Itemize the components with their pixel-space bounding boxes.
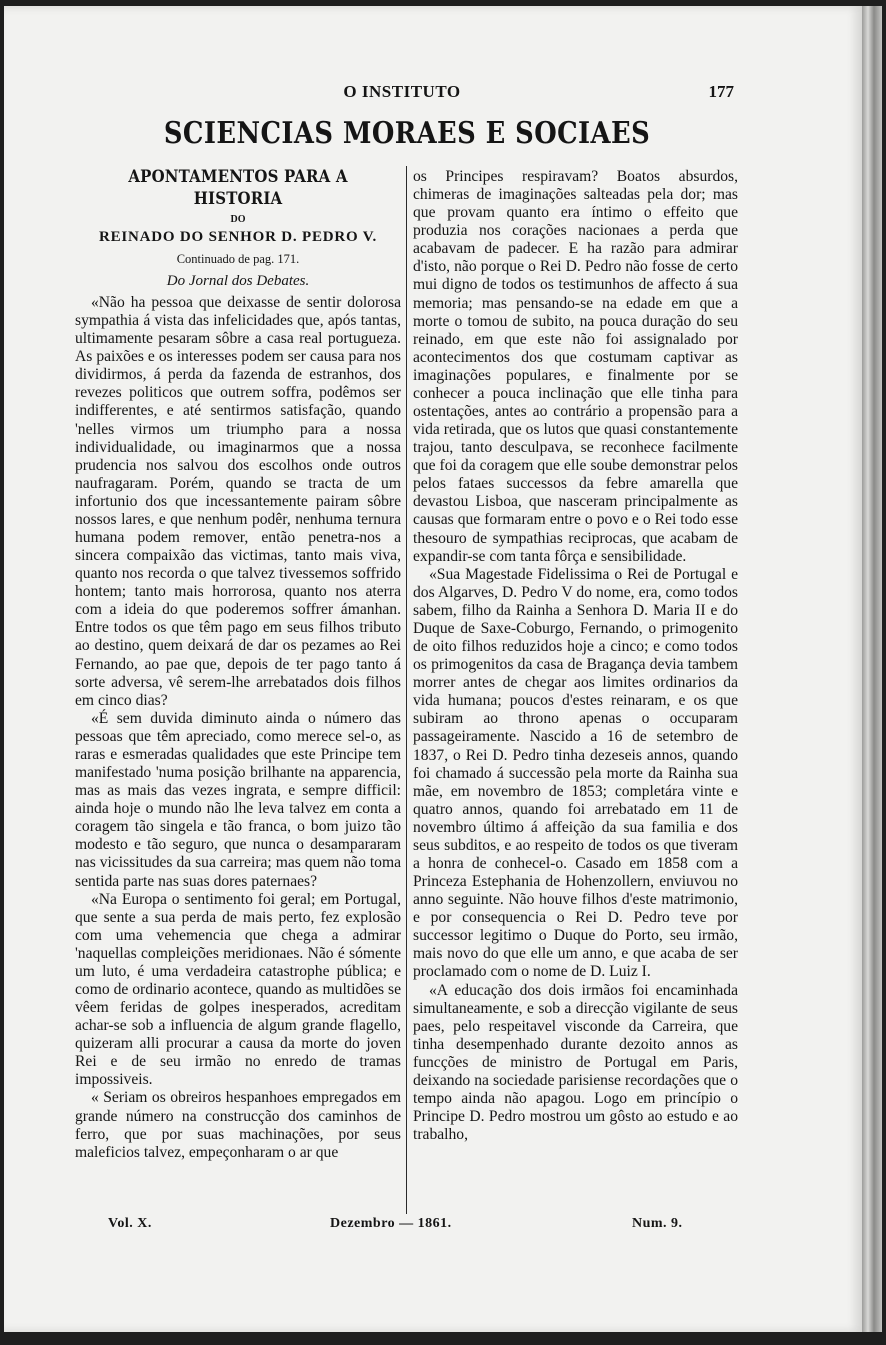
paragraph: «Sua Magestade Fidelissima o Rei de Portugal e dos Algarves, D. Pedro V do nome, era, como todos sabem, filho da Rainha a Senhora D. Maria II e do Duque de Saxe-Coburgo, Fernando, o primogenito de oito filhos reduzidos hoje a cinco; e como todos os primogenitos da casa de Bragança devia tambem morrer antes de chegar aos limites ordinarios da vida humana; poucos d'estes reinaram, e os que subiram ao throno apenas o occuparam passageiramente. Nascido a 16 de setembro de 1837, o Rei D. Pedro tinha dezeseis annos, quando foi chamado á successão pela morte da Rainha sua mãe, em novembro de 1853; completára vinte e quatro annos, quando foi arrebatado em 11 de novembro último á affeição da sua familia e dos seus subditos, e ao respeito de todos os que tiveram a honra de conhecel-o. Casado em 1858 com a Princeza Estephania de Hohenzollern, enviuvou no anno seguinte. Não houve filhos d'este matrimonio, e por consequencia o Rei D. Pedro teve por successor legitimo o Duque do Porto, seu irmão, mais novo do que elle um anno, e que acaba de ser proclamado com o nome de D. Luiz I. bbox=[413, 565, 738, 981]
paragraph: «É sem duvida diminuto ainda o número das pessoas que têm apreciado, como merece sel-o, as raras e esmeradas qualidades que este Principe tem manifestado 'numa posição brilhante na apparencia, mas as mais das vezes ingrata, e sempre difficil: ainda hoje o mundo não lhe leva talvez em conta a coragem tão singela e tão franca, o bom juizo tão modesto e tão seguro, que nunca o desampararam nas vicissitudes da sua carreira; mas quem não toma sentida parte nas suas dores paternaes? bbox=[75, 709, 401, 890]
volume-label: Vol. X. bbox=[108, 1216, 152, 1231]
page-number: 177 bbox=[708, 82, 734, 101]
issue-number: Num. 9. bbox=[632, 1216, 683, 1231]
issue-date: Dezembro — 1861. bbox=[330, 1216, 452, 1231]
running-header bbox=[4, 82, 862, 104]
paragraph: «Na Europa o sentimento foi geral; em Portugal, que sente a sua perda de mais perto, fez explosão com uma vehemencia que chega a admirar 'naquellas compleições meridionaes. Não é sómente um luto, é uma verdadeira catastrophe pública; e como de ordinario acontece, quando as multidões se vêem feridas de golpes inesperados, acreditam achar-se sob a influencia de algum grande flagello, quizeram alli procurar a causa da morte do joven Rei e de seu irmão no enredo de tramas impossiveis. bbox=[75, 890, 401, 1089]
book-page-edge bbox=[862, 6, 882, 1332]
continued-note: Continuado de pag. 171. bbox=[176, 252, 300, 266]
running-title: O INSTITUTO bbox=[343, 82, 461, 101]
article-subtitle: REINADO DO SENHOR D. PEDRO V. bbox=[98, 229, 378, 245]
page-footer bbox=[4, 1216, 862, 1236]
column-rule bbox=[406, 166, 407, 1214]
source-line: Do Jornal dos Debates. bbox=[166, 273, 310, 289]
section-title: SCIENCIAS MORAES E SOCIAES bbox=[163, 116, 651, 151]
paragraph: « Seriam os obreiros hespanhoes empregados em grande número na construcção dos caminhos de ferro, que por suas machinações, por seus maleficios talvez, empeçonharam o ar que bbox=[75, 1089, 401, 1161]
right-column bbox=[413, 168, 738, 1144]
article-title-connector: DO bbox=[230, 214, 246, 225]
left-column bbox=[75, 166, 401, 1162]
paragraph: «Não ha pessoa que deixasse de sentir dolorosa sympathia á vista das infelicidades que, após tantas, ultimamente pesaram sôbre a casa real portugueza. As paixões e os interesses podem ser causa para nos dividirmos, á perda da fazenda de estranhos, dos revezes politicos que outrem soffra, podêmos ser indifferentes, e até sentirmos satisfação, quando 'nelles virmos um triumpho para a nossa individualidade, ou imaginarmos que a nossa prudencia nos salvou dos escolhos onde outros naufragaram. Porém, quando se tracta de um infortunio dos que incessantemente pairam sôbre nossos lares, e que nenhum podêr, nenhuma ternura humana podem remover, então penetra-nos a sincera compaixão das victimas, tanto mais viva, quanto nos recorda o que talvez tivessemos soffrido hontem; tanto mais horrorosa, quanto nos aterra com a ideia do que poderemos soffrer ámanhan. Entre todos os que têm pago em seus filhos tributo ao destino, quem deixará de dar os pezames ao Rei Fernando, ao pae que, depois de ter pago tanto á sorte adversa, vê serem-lhe arrebatados dois filhos em cinco dias? bbox=[75, 294, 401, 709]
paragraph: «A educação dos dois irmãos foi encaminhada simultaneamente, e sob a direcção vigilante de seus paes, pelo respeitavel visconde da Carreira, que tinha desempenhado durante dezoito annos as funcções de ministro de Portugal em Paris, deixando na sociedade parisiense recordações que o tempo ainda não apagou. Logo em princípio o Principe D. Pedro mostrou um gôsto ao estudo e ao trabalho, bbox=[413, 981, 738, 1144]
paragraph: os Principes respiravam? Boatos absurdos, chimeras de imaginações salteadas pela dor; mas que provam quanto era íntimo o effeito que produzia nos corações nacionaes a perda que acabavam de padecer. E ha razão para admirar d'isto, não porque o Rei D. Pedro não fosse de certo mui digno de todos os testimunhos de affecto á sua memoria; mas pensando-se na edade em que a morte o tomou de subito, na pouca duração do seu reinado, em que este não foi assignalado por acontecimentos dos que costumam captivar as imaginações populares, e finalmente por se conhecer a pouca inclinação que elle tinha para ostentações, antes ao contrário a propensão para a vida retirada, que os lutos que quasi constantemente trajou, tanto desculpava, se reconhece facilmente que foi da coragem que elle soube demonstrar pelos pelos fataes successos da febre amarella que devastou Lisboa, que nasceram principalmente as causas que formaram entre o povo e o Rei todo esse thesouro de sympathias reciprocas, que acabam de expandir-se com tanta fôrça e sensibilidade. bbox=[413, 168, 738, 565]
journal-page bbox=[4, 6, 862, 1332]
article-title: APONTAMENTOS PARA A HISTORIA bbox=[128, 167, 348, 209]
